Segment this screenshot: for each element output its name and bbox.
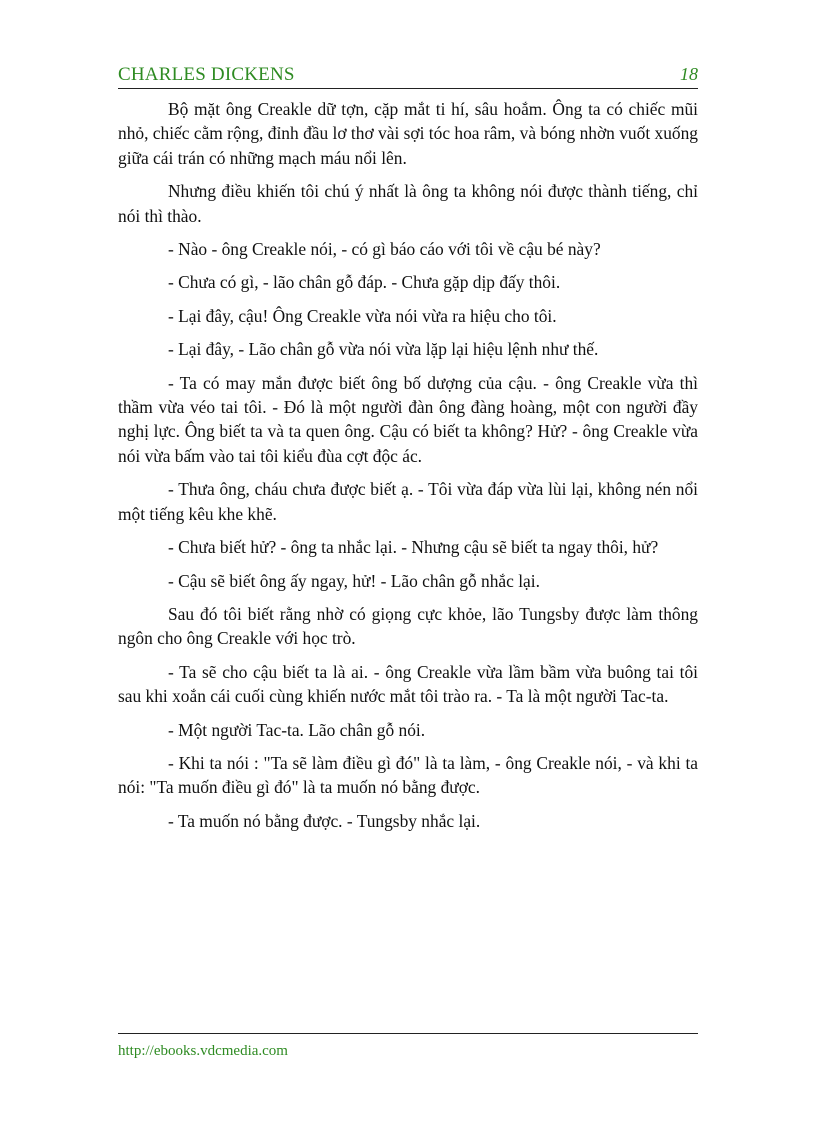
paragraph: Sau đó tôi biết rằng nhờ có giọng cực khỏe, lão Tungsby được làm thông ngôn cho ông Creakle với học trò.: [118, 603, 698, 649]
page-number: 18: [680, 64, 698, 84]
paragraph: - Lại đây, cậu! Ông Creakle vừa nói vừa ra hiệu cho tôi.: [168, 305, 557, 326]
main-text: [118, 97, 698, 842]
running-head-author: CHARLES DICKENS: [118, 64, 295, 85]
paragraph: Nhưng điều khiến tôi chú ý nhất là ông ta không nói được thành tiếng, chỉ nói thì thào.: [118, 181, 698, 226]
paragraph: - Ta muốn nó bằng được. - Tungsby nhắc lại.: [168, 810, 481, 831]
paragraph: - Cậu sẽ biết ông ấy ngay, hử! - Lão chân gỗ nhắc lại.: [168, 570, 540, 591]
page-header: [118, 62, 698, 89]
paragraph: - Ta sẽ cho cậu biết ta là ai. - ông Creakle vừa lầm bầm vừa buông tai tôi sau khi xoắn cái cuối cùng khiến nước mắt tôi trào ra. - Ta là một người Tac-ta.: [118, 661, 698, 707]
paragraph: - Thưa ông, cháu chưa được biết ạ. - Tôi vừa đáp vừa lùi lại, không nén nổi một tiếng kêu khe khẽ.: [118, 479, 698, 524]
paragraph: - Chưa biết hử? - ông ta nhắc lại. - Nhưng cậu sẽ biết ta ngay thôi, hử?: [168, 537, 659, 558]
paragraph: - Lại đây, - Lão chân gỗ vừa nói vừa lặp lại hiệu lệnh như thế.: [168, 339, 599, 360]
paragraph: - Nào - ông Creakle nói, - có gì báo cáo với tôi về cậu bé này?: [168, 239, 601, 260]
paragraph: - Khi ta nói : "Ta sẽ làm điều gì đó" là ta làm, - ông Creakle nói, - và khi ta nói: "Ta muốn điều gì đó" là ta muốn nó bằng được.: [118, 752, 698, 798]
paragraph: - Ta có may mắn được biết ông bố dượng của cậu. - ông Creakle vừa thì thầm vừa véo tai tôi. - Đó là một người đàn ông đàng hoàng, một con người đầy nghị lực. Ông biết ta và ta quen ông. Cậu có biết ta không? Hử? - ông Creakle vừa nói vừa bấm vào tai tôi kiểu đùa cợt độc ác.: [118, 372, 698, 466]
paragraph: - Một người Tac-ta. Lão chân gỗ nói.: [168, 719, 426, 740]
footer-divider: [118, 1033, 698, 1034]
footer-link[interactable]: http://ebooks.vdcmedia.com: [118, 1043, 288, 1059]
paragraph: - Chưa có gì, - lão chân gỗ đáp. - Chưa gặp dịp đấy thôi.: [168, 272, 561, 293]
paragraph: Bộ mặt ông Creakle dữ tợn, cặp mắt ti hí, sâu hoắm. Ông ta có chiếc mũi nhỏ, chiếc cằm rộng, đỉnh đầu lơ thơ vài sợi tóc hoa râm, và bóng nhờn vuốt xuống giữa cái trán có những mạch máu nổi lên.: [118, 99, 698, 168]
